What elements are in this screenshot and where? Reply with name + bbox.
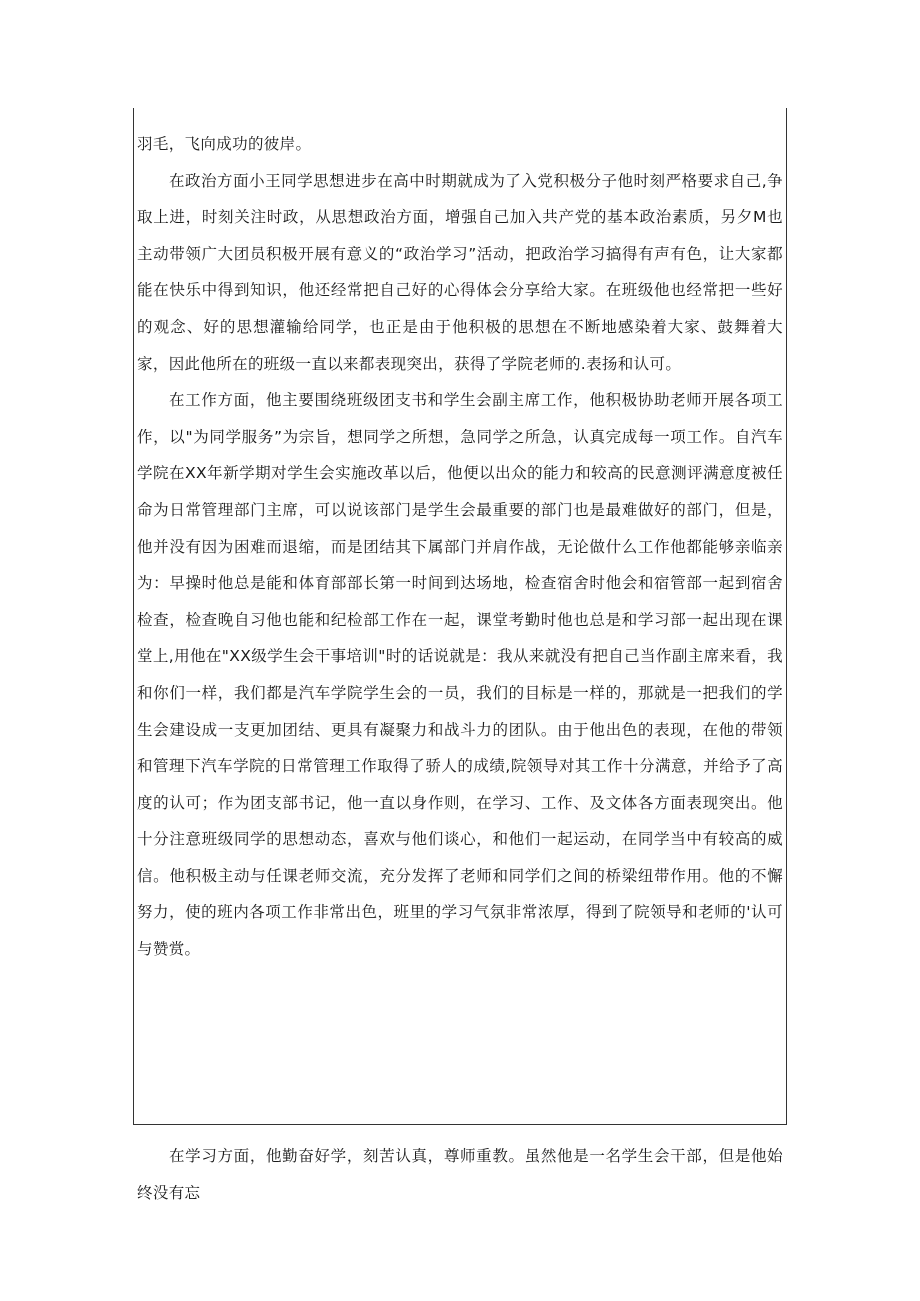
paragraph-politics: 在政治方面小王同学思想进步在高中时期就成为了入党积极分子他时刻严格要求自己,争取上进，时刻关注时政，从思想政治方面，增强自己加入共产党的基本政治素质，另夕M也主动带领广大团员积极开展有意义的“政治学习”活动，把政治学习搞得有声有色，让大家都能在快乐中得到知识，他还经常把自己好的心得体会分享给大家。在班级他也经常把一些好的观念、好的思想灌输给同学，也正是由于他积极的思想在不断地感染着大家、鼓舞着大家，因此他所在的班级一直以来都表现突出，获得了学院老师的.表扬和认可。 xyxy=(137,171,783,373)
paragraph-closing-line: 羽毛，飞向成功的彼岸。 xyxy=(137,135,312,153)
table-cell-content xyxy=(137,126,783,968)
paragraph-work: 在工作方面，他主要围绕班级团支书和学生会副主席工作，他积极协助老师开展各项工作，以"为同学服务”为宗旨，想同学之所想，急同学之所急，认真完成每一项工作。自汽车学院在XX年新学期对学生会实施改革以后，他便以出众的能力和较高的民意测评满意度被任命为日常管理部门主席，可以说该部门是学生会最重要的部门也是最难做好的部门，但是，他并没有因为困难而退缩，而是团结其下属部门并肩作战，无论做什么工作他都能够亲临亲为：早操时他总是能和体育部部长第一时间到达场地，检查宿舍时他会和宿管部一起到宿舍检查，检查晚自习他也能和纪检部工作在一起，课堂考勤时他也总是和学习部一起出现在课堂上,用他在"XX级学生会干事培训"时的话说就是：我从来就没有把自己当作副主席来看，我和你们一样，我们都是汽车学院学生会的一员，我们的目标是一样的，那就是一把我们的学生会建设成一支更加团结、更具有凝聚力和战斗力的团队。由于他出色的表现，在他的带领和管理下汽车学院的日常管理工作取得了骄人的成绩,院领导对其工作十分满意，并给予了高度的认可；作为团支部书记，他一直以身作则，在学习、工作、及文体各方面表现突出。他十分注意班级同学的思想动态，喜欢与他们谈心，和他们一起运动，在同学当中有较高的威信。他积极主动与任课老师交流，充分发挥了老师和同学们之间的桥梁纽带作用。他的不懈努力，使的班内各项工作非常出色，班里的学习气氛非常浓厚，得到了院领导和老师的'认可与赞赏。 xyxy=(137,391,783,959)
paragraph-study: 在学习方面，他勤奋好学，刻苦认真，尊师重教。虽然他是一名学生会干部，但是他始终没有忘 xyxy=(137,1147,783,1202)
body-text-after-box xyxy=(137,1138,783,1211)
